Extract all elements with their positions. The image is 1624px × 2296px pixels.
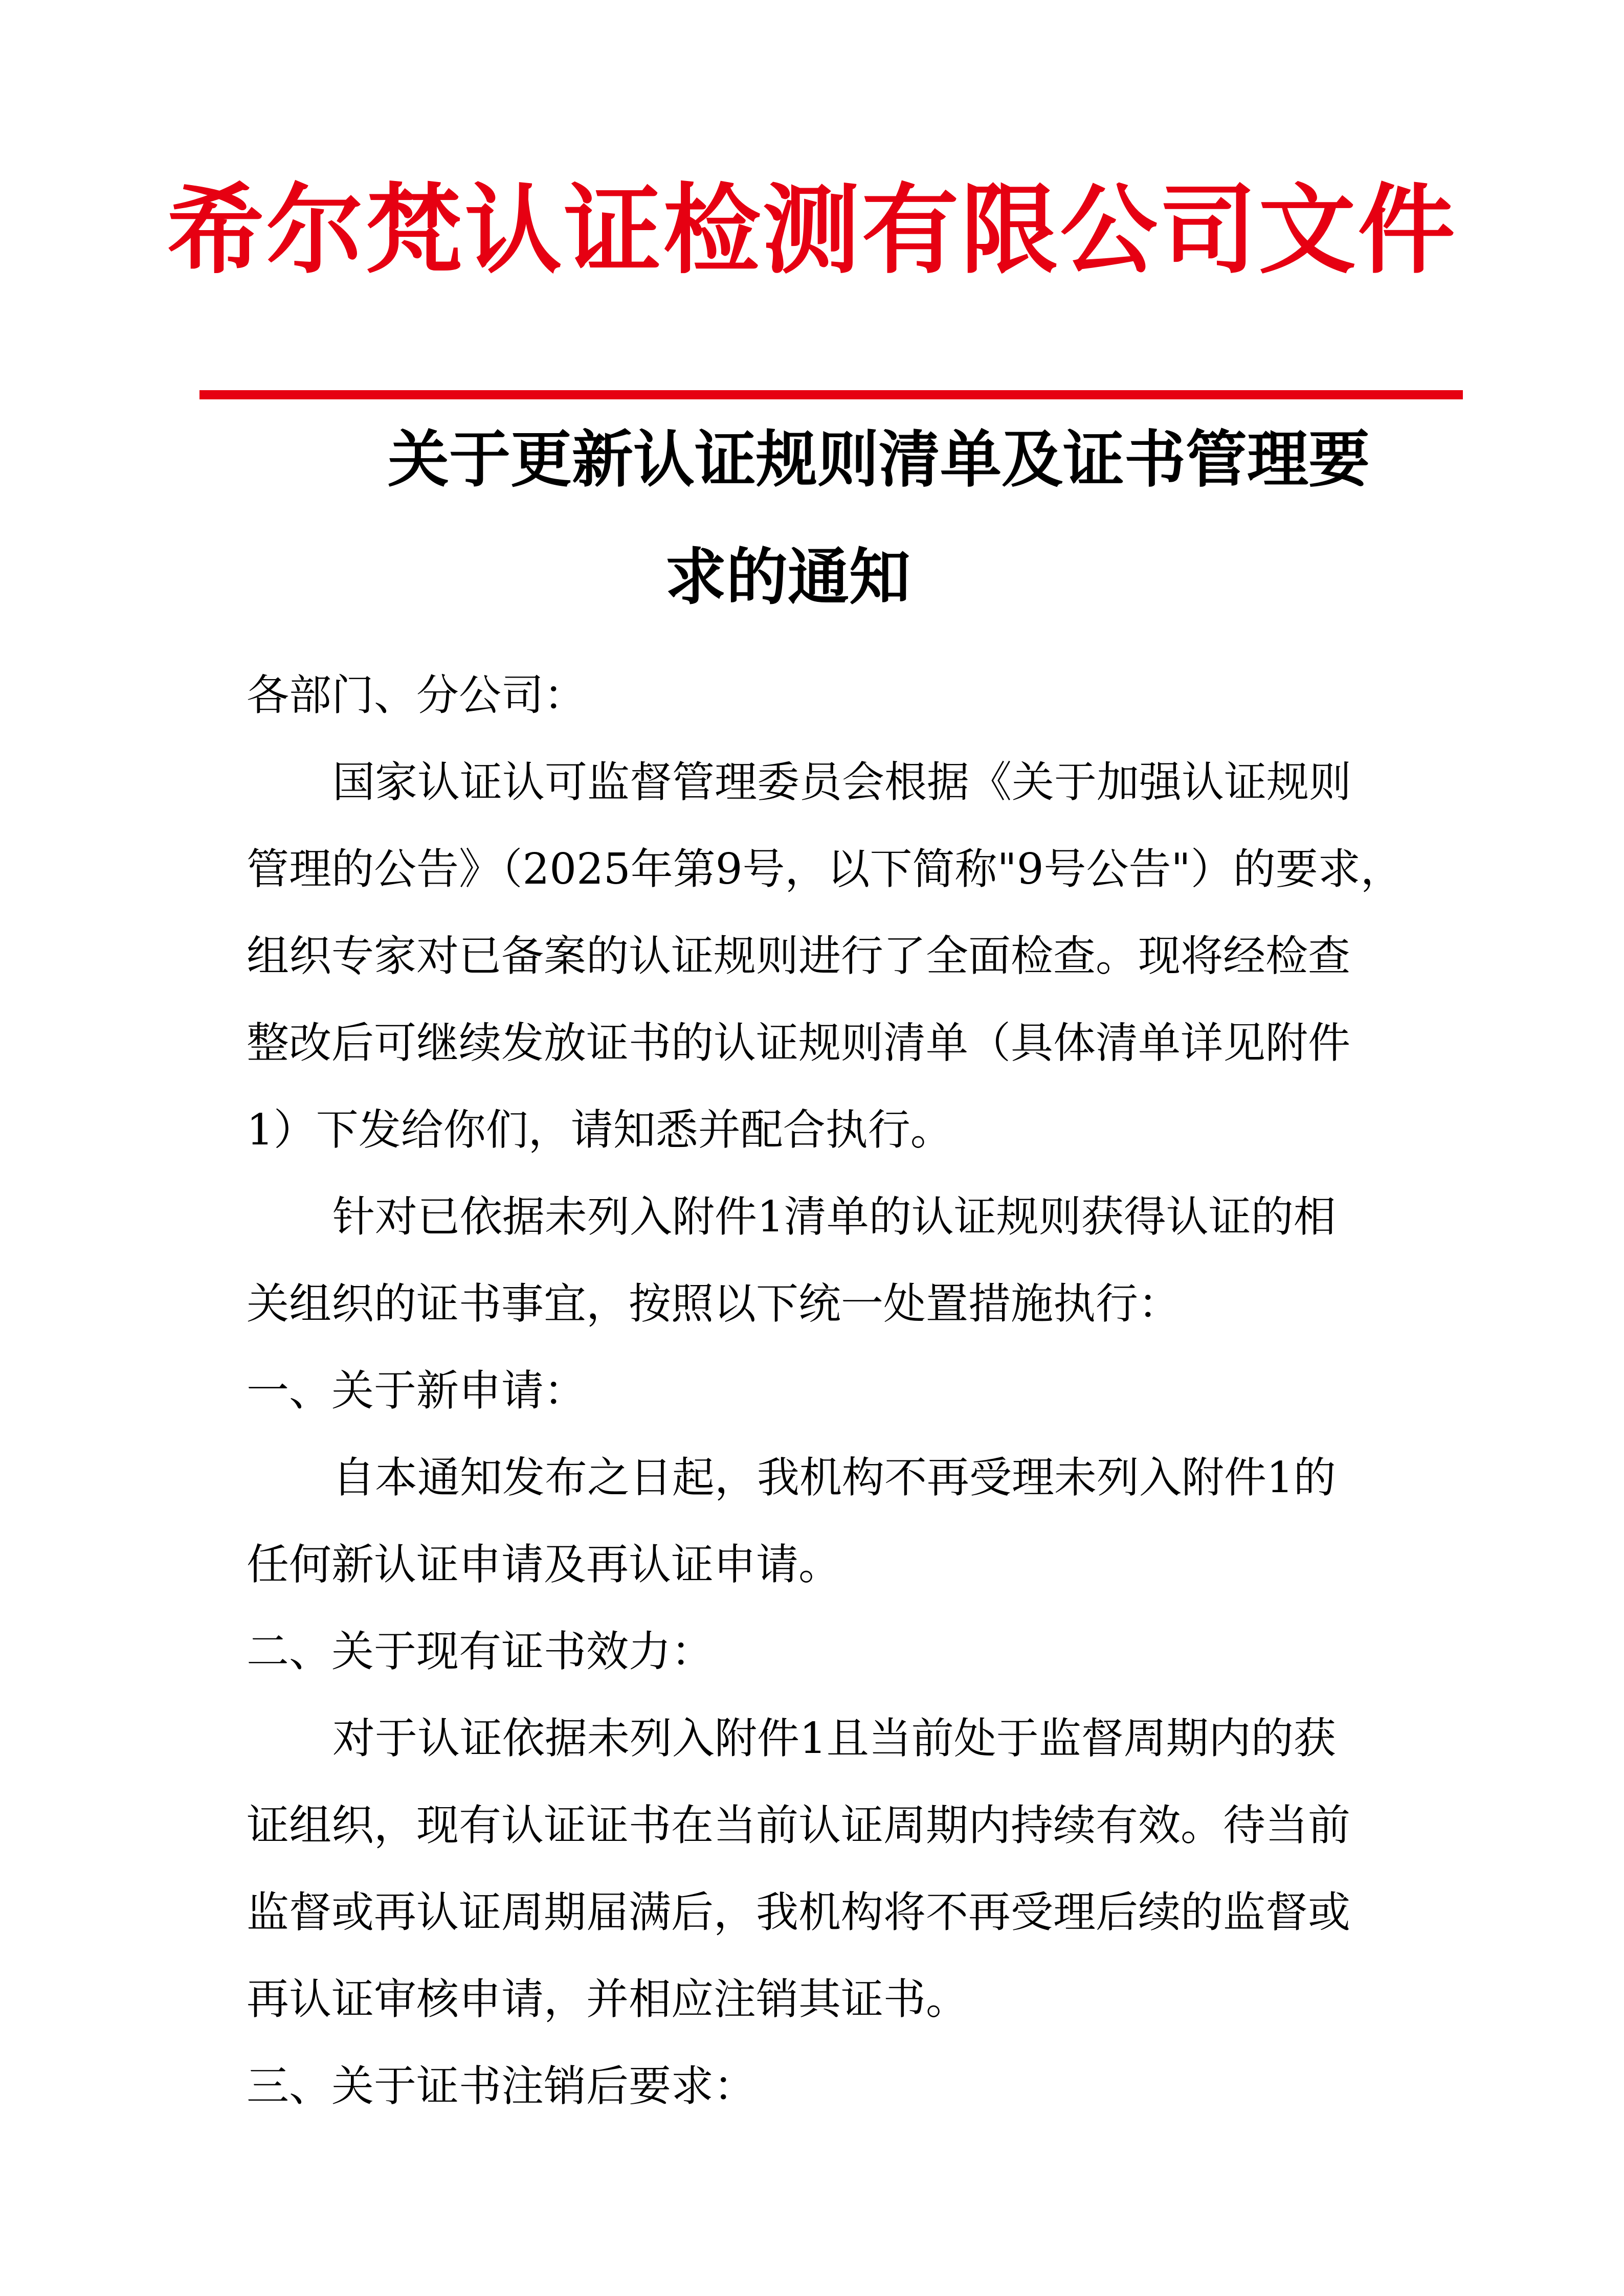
body-line: 监督或再认证周期届满后，我机构将不再受理后续的监督或 (247, 1887, 1350, 1937)
body-line: 针对已依据未列入附件1清单的认证规则获得认证的相 (332, 1192, 1336, 1242)
body-line: 1）下发给你们，请知悉并配合执行。 (247, 1105, 953, 1155)
org-header-title: 希尔梵认证检测有限公司文件 (167, 173, 1457, 287)
section-heading: 二、关于现有证书效力： (247, 1627, 714, 1676)
header-red-rule (199, 390, 1463, 399)
body-line: 任何新认证申请及再认证申请。 (247, 1540, 841, 1589)
body-line: 整改后可继续发放证书的认证规则清单（具体清单详见附件 (247, 1018, 1350, 1068)
body-line: 国家认证认可监督管理委员会根据《关于加强认证规则 (332, 757, 1351, 807)
body-line: 再认证审核申请，并相应注销其证书。 (247, 1974, 968, 2024)
notice-title-line-1: 关于更新认证规则清单及证书管理要 (388, 424, 1370, 496)
body-line: 证组织，现有认证证书在当前认证周期内持续有效。待当前 (247, 1800, 1350, 1850)
body-line: 管理的公告》（2025年第9号，以下简称"9号公告"）的要求， (247, 844, 1403, 894)
body-line: 关组织的证书事宜，按照以下统一处置措施执行： (247, 1279, 1181, 1329)
section-heading: 一、关于新申请： (247, 1366, 586, 1415)
body-line: 组织专家对已备案的认证规则进行了全面检查。现将经检查 (247, 931, 1350, 981)
notice-title-line-2: 求的通知 (665, 542, 910, 613)
body-line: 自本通知发布之日起，我机构不再受理未列入附件1的 (332, 1453, 1336, 1502)
body-line: 对于认证依据未列入附件1且当前处于监督周期内的获 (332, 1714, 1336, 1763)
section-heading: 三、关于证书注销后要求： (247, 2061, 756, 2111)
salutation: 各部门、分公司： (247, 670, 586, 720)
